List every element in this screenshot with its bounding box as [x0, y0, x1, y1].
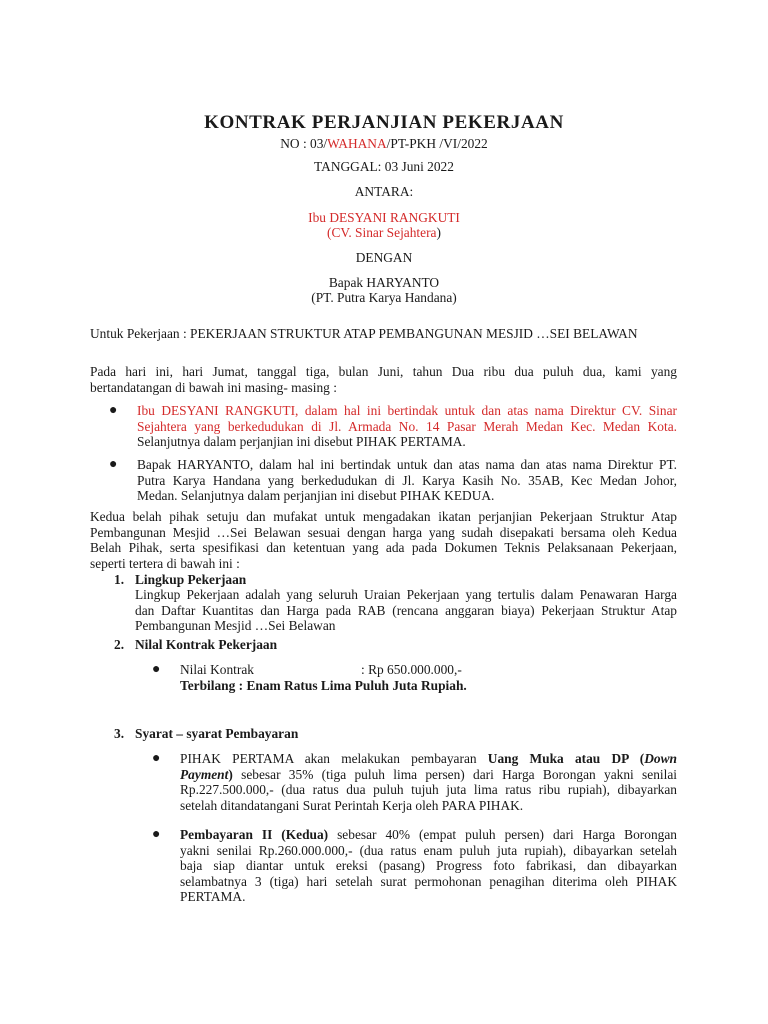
- payment-line: Payment) sebesar 35% (tiga puluh lima persen) dari Harga Borongan yakni senilai: [180, 766, 677, 782]
- bullet-icon: ●: [152, 662, 161, 677]
- party1-bullet: [109, 403, 677, 450]
- party2-line: Bapak HARYANTO, dalam hal ini bertindak untuk dan atas nama dan atas nama Direktur PT.: [137, 457, 677, 472]
- party1-line: Ibu DESYANI RANGKUTI, dalam hal ini bertindak untuk dan atas nama Direktur CV. Sinar: [137, 403, 677, 418]
- section-2-heading: 2. Nilal Kontrak Pekerjaan: [114, 637, 278, 652]
- party1-company: [0, 225, 768, 241]
- party1-name: Ibu DESYANI RANGKUTI: [308, 210, 460, 225]
- intro-line: Pada hari ini, hari Jumat, tanggal tiga, bulan Juni, tahun Dua ribu dua puluh dua, kami yang: [90, 364, 677, 379]
- party2-bullet: [109, 457, 677, 504]
- payment-line: selambatnya 3 (tiga) hari setelah surat permohonan penagihan diterima oleh PIHAK: [180, 873, 677, 889]
- contract-value-words: Terbilang : Enam Ratus Lima Puluh Juta Rupiah.: [180, 677, 467, 693]
- contract-value-label: Nilai Kontrak: [180, 662, 255, 677]
- contract-value-bullet: [152, 662, 677, 693]
- section-1-body: [135, 587, 677, 634]
- section-1-line: Lingkup Pekerjaan adalah yang seluruh Uraian Pekerjaan yang tertulis dalam Penawaran Harga: [135, 587, 677, 602]
- party1-line: Selanjutnya dalam perjanjian ini disebut PIHAK PERTAMA.: [137, 434, 466, 450]
- work-subject: Untuk Pekerjaan : PEKERJAAN STRUKTUR ATAP PEMBANGUNAN MESJID …SEI BELAWAN: [90, 326, 638, 341]
- agreement-line: Kedua belah pihak setuju dan mufakat untuk mengadakan ikatan perjanjian Pekerjaan Struktur Atap: [90, 509, 677, 524]
- party1-company-name: (CV. Sinar Sejahtera: [327, 225, 437, 240]
- agreement-paragraph: [90, 509, 677, 571]
- contract-value-amount: : Rp 650.000.000,-: [361, 662, 462, 677]
- payment-line: setelah ditandatangani Surat Perintah Kerja oleh PARA PIHAK.: [180, 797, 524, 813]
- agreement-line: seperti tertera di bawah ini :: [90, 555, 240, 571]
- party1-line: Sejahtera yang berkedudukan di Jl. Armada No. 14 Pasar Merah Medan Kec. Medan Kota.: [137, 418, 677, 434]
- bullet-icon: ●: [109, 403, 118, 418]
- contract-date: TANGGAL: 03 Juni 2022: [314, 159, 454, 174]
- with-label: DENGAN: [355, 250, 413, 265]
- payment-item-1: [152, 751, 677, 813]
- payment-line: yakni senilai Rp.260.000.000,- (dua ratus enam puluh juta rupiah), dibayarkan setelah: [180, 842, 677, 858]
- agreement-line: Belah Pihak, serta spesifikasi dan ketentuan yang ada pada Dokumen Teknis Pelaksanaan Pekerjaan,: [90, 540, 677, 556]
- between-label: ANTARA:: [354, 184, 414, 199]
- intro-paragraph: [90, 364, 677, 395]
- payment-line: baja siap diantar untuk ereksi (pasang) Progress foto fabrikasi, dan dibayarkan: [180, 858, 677, 874]
- payment-line: PIHAK PERTAMA akan melakukan pembayaran Uang Muka atau DP (Down: [180, 751, 677, 766]
- bullet-icon: ●: [152, 751, 161, 766]
- bullet-icon: ●: [109, 457, 118, 472]
- number-prefix: NO : 03/: [280, 136, 328, 151]
- agreement-line: Pembangunan Mesjid …Sei Belawan sesuai dengan harga yang sudah disepakati bersama oleh Kedua: [90, 524, 677, 540]
- payment-line: Rp.227.500.000,- (dua ratus dua puluh tujuh juta lima ratus ribu rupiah), dibayarkan: [180, 782, 677, 798]
- payment-item-2: [152, 827, 677, 905]
- section-3-heading: 3. Syarat – syarat Pembayaran: [114, 726, 299, 741]
- payment-line: PERTAMA.: [180, 889, 246, 905]
- party1-company-close: ): [436, 225, 441, 240]
- bullet-icon: ●: [152, 827, 161, 842]
- intro-line: bertandatangan di bawah ini masing- masing :: [90, 379, 337, 395]
- party2-line: Medan. Selanjutnya dalam perjanjian ini disebut PIHAK KEDUA.: [137, 488, 495, 504]
- document-title: KONTRAK PERJANJIAN PEKERJAAN: [204, 112, 564, 133]
- section-1-line: dan Daftar Kuantitas dan Harga pada RAB (rencana anggaran biaya) Pekerjaan Struktur Atap: [135, 602, 677, 618]
- number-suffix: /PT-PKH /VI/2022: [386, 136, 488, 151]
- party2-line: Putra Karya Handana yang berkedudukan di Jl. Karya Kasih No. 35AB, Kec Medan Johor,: [137, 472, 677, 488]
- section-1-heading: 1. Lingkup Pekerjaan: [114, 572, 247, 587]
- party2-name: Bapak HARYANTO: [328, 275, 440, 290]
- payment-line: Pembayaran II (Kedua) sebesar 40% (empat puluh persen) dari Harga Borongan: [180, 827, 677, 842]
- section-1-line: Pembangunan Mesjid …Sei Belawan: [135, 618, 336, 634]
- number-highlight: WAHANA: [327, 136, 387, 151]
- party2-company: (PT. Putra Karya Handana): [311, 290, 457, 305]
- contract-number: [0, 136, 768, 152]
